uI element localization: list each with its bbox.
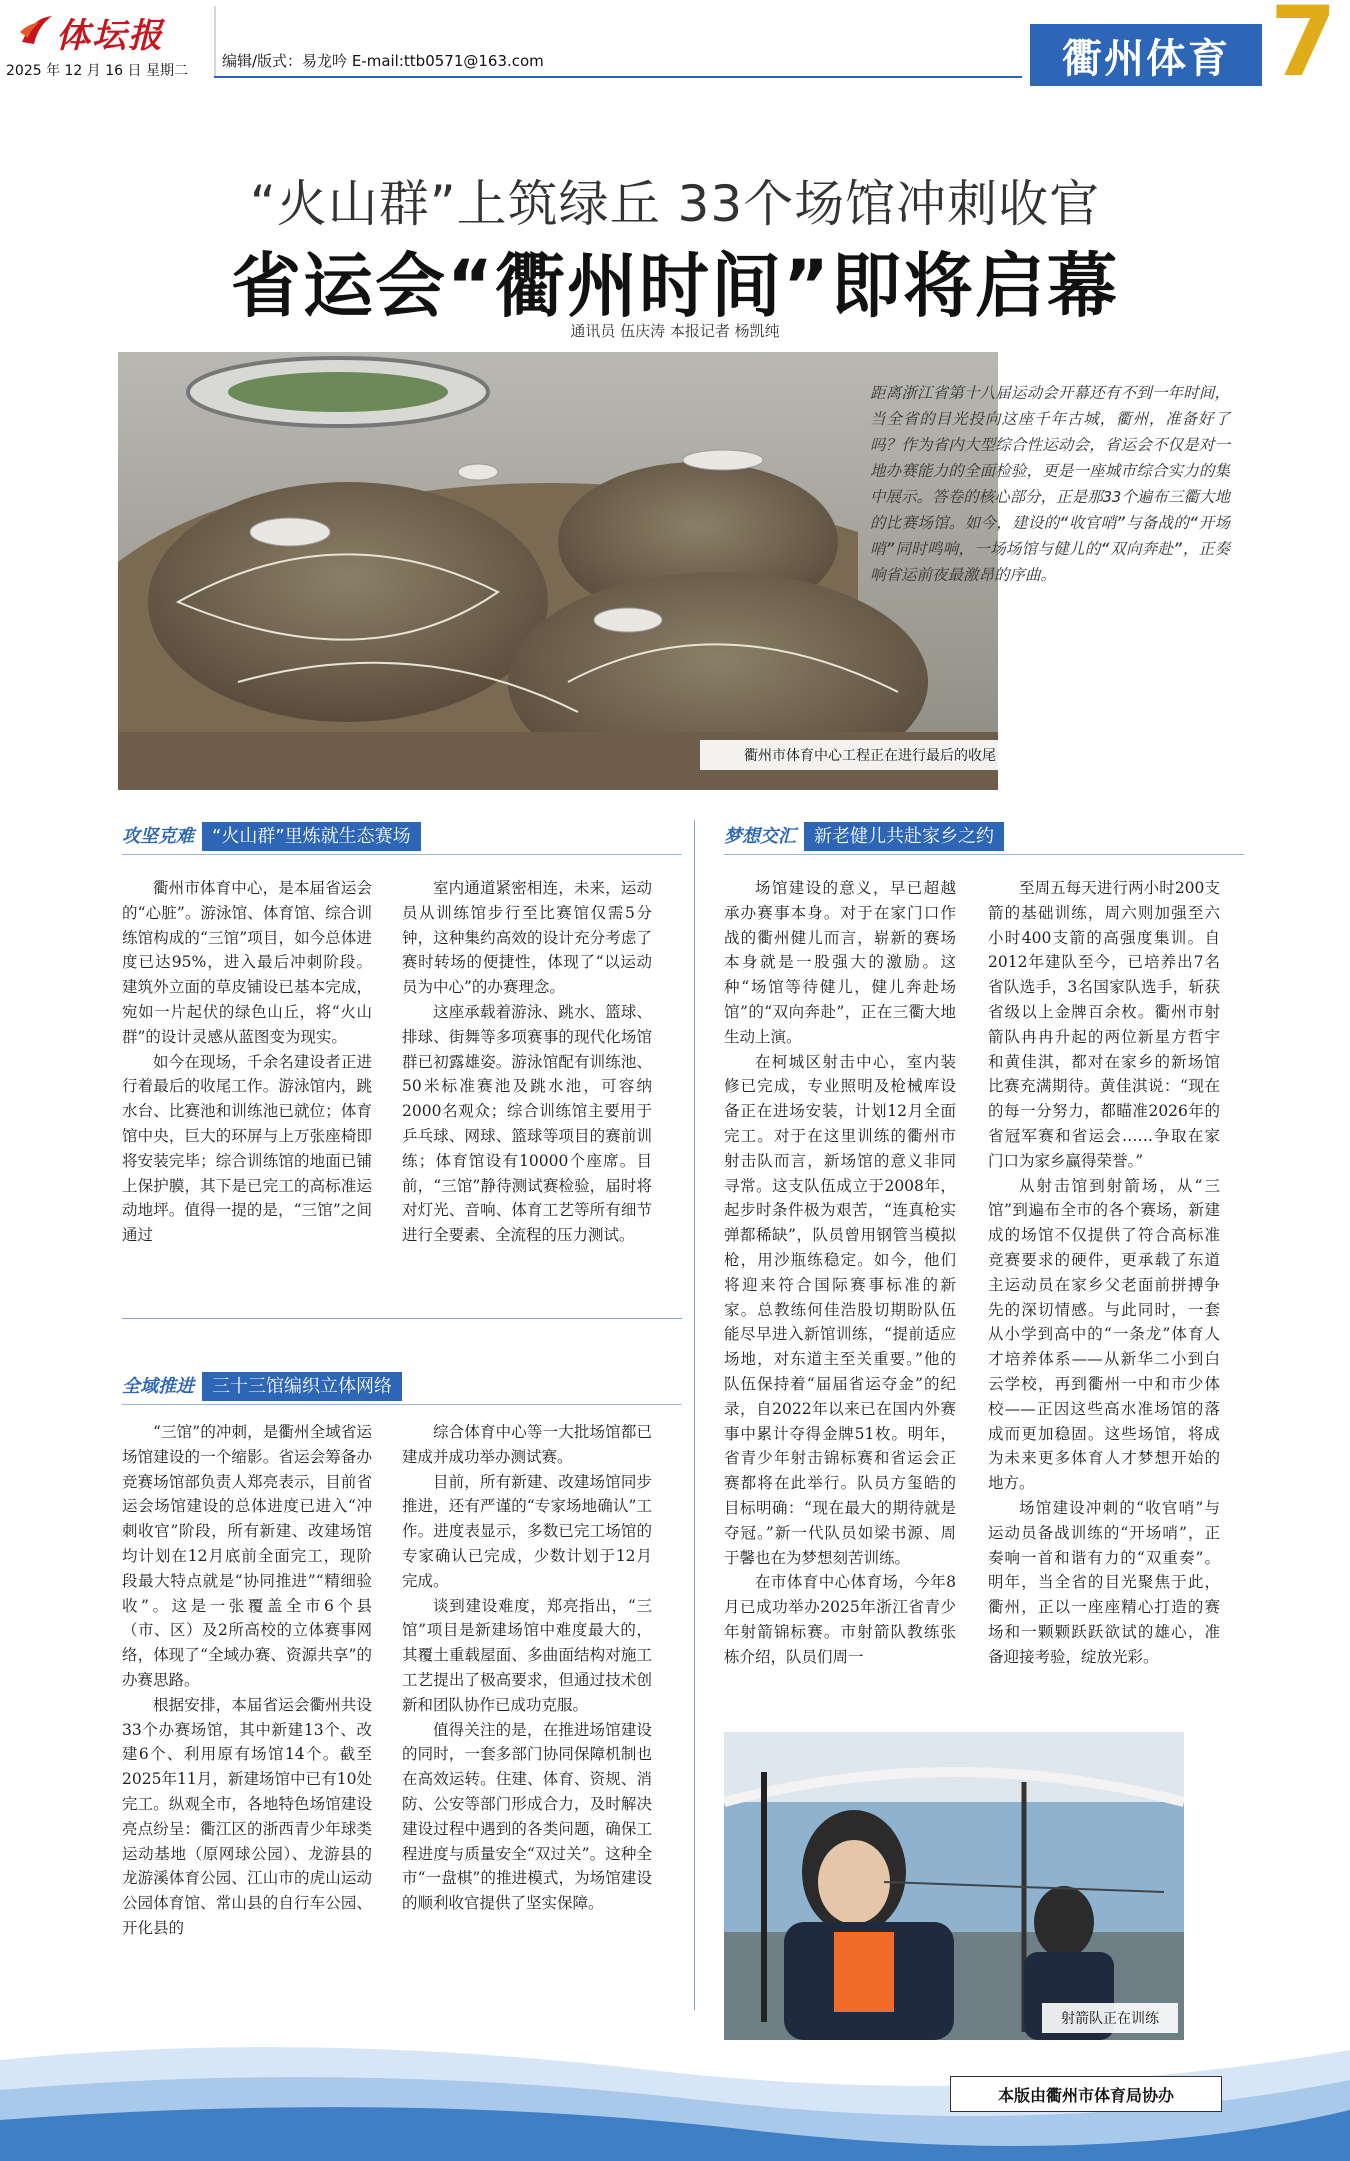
paragraph: 根据安排，本届省运会衢州共设33个办赛场馆，其中新建13个、改建6个、利用原有场馆14个。截至2025年11月，新建场馆中已有10处完工。纵观全市，各地特色场馆建设亮点纷呈：衢江区的浙西青少年球类运动基地（原网球公园）、龙游县的龙游溪体育公园、江山市的虎山运动公园体育馆、常山县的自行车公园、开化县的 bbox=[122, 1695, 372, 1937]
hero-photo bbox=[118, 352, 998, 790]
section-divider bbox=[122, 1318, 682, 1319]
paragraph: 从射击馆到射箭场，从“三馆”到遍布全市的各个赛场，新建成的场馆不仅提供了符合高标准竞赛要求的硬件，更承载了东道主运动员在家乡父老面前拼搏争先的深切情感。与此同时，一套从小学到高中的“一条龙”体育人才培养体系——从新华二小到白云学校，再到衢州一中和市少体校——正因这些高水准场馆的落成而更加稳固。这些场馆，将成为未来更多体育人才梦想开始的地方。 bbox=[988, 1176, 1220, 1493]
article-byline: 通讯员 伍庆涛 本报记者 杨凯纯 bbox=[570, 322, 780, 340]
paragraph: 这座承载着游泳、跳水、篮球、排球、街舞等多项赛事的现代化场馆群已初露雄姿。游泳馆配有训练池、50米标准赛池及跳水池，可容纳2000名观众；综合训练馆主要用于乒乓球、网球、篮球等项目的赛前训练；体育馆设有10000个座席。目前，“三馆”静待测试赛检验，届时将对灯光、音响、体育工艺等所有细节进行全要素、全流程的压力测试。 bbox=[402, 1002, 652, 1245]
archery-caption: 射箭队正在训练 bbox=[1042, 2003, 1178, 2033]
section-rule bbox=[122, 1404, 682, 1405]
logo-mark-icon bbox=[18, 12, 54, 48]
paragraph: “三馆”的冲刺，是衢州全域省运场馆建设的一个缩影。省运会筹备办竞赛场馆部负责人郑亮表示，目前省运会场馆建设的总体进度已进入“冲刺收官”阶段，所有新建、改建场馆均计划在12月底前全面完工，现阶段最大特点就是“协同推进”“精细验收”。这是一张覆盖全市6个县（市、区）及2所高校的立体赛事网络，体现了“全域办赛、资源共享”的办赛思路。 bbox=[122, 1423, 372, 1689]
masthead-logo bbox=[8, 6, 218, 56]
paragraph: 值得关注的是，在推进场馆建设的同时，一套多部门协同保障机制也在高效运转。住建、体育、资规、消防、公安等部门形成合力，及时解决建设过程中遇到的各类问题，确保工程进度与质量安全“双过关”。这种全市“一盘棋”的推进模式，为场馆建设的顺利收官提供了坚实保障。 bbox=[402, 1720, 652, 1913]
section-3-column-1 bbox=[724, 876, 956, 1670]
column-divider bbox=[694, 820, 695, 2010]
editor-credits: 编辑/版式：易龙吟 E-mail:ttb0571@163.com bbox=[222, 52, 544, 70]
section-1-column-1 bbox=[122, 876, 372, 1248]
archery-photo bbox=[724, 1732, 1184, 2040]
header-divider bbox=[214, 6, 216, 76]
article-kicker: “火山群”上筑绿丘 33个场馆冲刺收官 bbox=[249, 175, 1101, 233]
article-headline: 省运会“衢州时间”即将启幕 bbox=[230, 245, 1119, 327]
logo-text: 体坛报 bbox=[56, 16, 164, 56]
section-rule bbox=[122, 854, 682, 855]
paragraph: 至周五每天进行两小时200支箭的基础训练，周六则加强至六小时400支箭的高强度集训。自2012年建队至今，已培养出7名省队选手，3名国家队选手，斩获省级以上金牌百余枚。衢州市射箭队冉冉升起的两位新星方哲宇和黄佳淇，都对在家乡的新场馆比赛充满期待。黄佳淇说：“现在的每一分努力，都瞄准2026年的省冠军赛和省运会……争取在家门口为家乡赢得荣誉。” bbox=[988, 879, 1220, 1170]
section-1-column-2 bbox=[402, 876, 652, 1248]
section-header-1 bbox=[122, 822, 421, 848]
section-2-column-1 bbox=[122, 1420, 372, 1941]
section-tag: 全域推进 bbox=[122, 1376, 194, 1397]
paragraph: 在市体育中心体育场，今年8月已成功举办2025年浙江省青少年射箭锦标赛。市射箭队教练张栋介绍，队员们周一 bbox=[724, 1573, 956, 1666]
section-title: “火山群”里炼就生态赛场 bbox=[202, 822, 421, 851]
section-title: 三十三馆编织立体网络 bbox=[202, 1372, 402, 1401]
paragraph: 综合体育中心等一大批场馆都已建成并成功举办测试赛。 bbox=[402, 1423, 652, 1466]
section-header-2 bbox=[122, 1372, 402, 1398]
paragraph: 目前，所有新建、改建场馆同步推进，还有严谨的“专家场地确认”工作。进度表显示，多数已完工场馆的专家确认已完成，少数计划于12月完成。 bbox=[402, 1472, 652, 1590]
page-number: 7 bbox=[1270, 0, 1337, 98]
section-header-3 bbox=[724, 822, 1004, 848]
section-tag: 攻坚克难 bbox=[122, 826, 194, 847]
section-3-column-2 bbox=[988, 876, 1220, 1670]
section-tag: 梦想交汇 bbox=[724, 826, 796, 847]
paragraph: 室内通道紧密相连，未来，运动员从训练馆步行至比赛馆仅需5分钟，这种集约高效的设计充分考虑了赛时转场的便捷性，体现了“以运动员为中心”的办赛理念。 bbox=[402, 879, 652, 997]
paragraph: 场馆建设冲刺的“收官哨”与运动员备战训练的“开场哨”，正奏响一首和谐有力的“双重奏”。明年，当全省的目光聚焦于此，衢州，正以一座座精心打造的赛场和一颗颗跃跃欲试的雄心，准备迎接考验，绽放光彩。 bbox=[988, 1498, 1220, 1666]
paragraph: 谈到建设难度，郑亮指出，“三馆”项目是新建场馆中难度最大的，其覆土重载屋面、多曲面结构对施工工艺提出了极高要求，但通过技术创新和团队协作已成功克服。 bbox=[402, 1596, 652, 1714]
section-rule bbox=[724, 854, 1244, 855]
paragraph: 如今在现场，千余名建设者正进行着最后的收尾工作。游泳馆内，跳水台、比赛池和训练池已就位；体育馆中央，巨大的环屏与上万张座椅即将安装完毕；综合训练馆的地面已铺上保护膜，其下是已完工的高标准运动地坪。值得一提的是，“三馆”之间通过 bbox=[122, 1052, 372, 1245]
paragraph: 在柯城区射击中心，室内装修已完成，专业照明及枪械库设备正在进场安装，计划12月全面完工。对于在这里训练的衢州市射击队而言，新场馆的意义非同寻常。这支队伍成立于2008年，起步时条件极为艰苦，“连真枪实弹都稀缺”，队员曾用钢管当模拟枪，用沙瓶练稳定。如今，他们将迎来符合国际赛事标准的新家。总教练何佳浩股切期盼队伍能尽早进入新馆训练，“提前适应场地，对东道主至关重要。”他的队伍保持着“届届省运夺金”的纪录，自2022年以来已在国内外赛事中累计夺得金牌51枚。明年，省青少年射击锦标赛和省运会正赛都将在此举行。队员方玺皓的目标明确：“现在最大的期待就是夺冠。”新一代队员如梁书源、周于馨也在为梦想刻苦训练。 bbox=[724, 1052, 956, 1567]
article-intro: 距离浙江省第十八届运动会开幕还有不到一年时间，当全省的目光投向这座千年古城，衢州，准备好了吗？作为省内大型综合性运动会，省运会不仅是对一地办赛能力的全面检验，更是一座城市综合实力的集中展示。答卷的核心部分，正是那33个遍布三衢大地的比赛场馆。如今，建设的“收官哨”与备战的“开场哨”同时鸣响，一场场馆与健儿的“双向奔赴”，正奏响省运前夜最激昂的序曲。 bbox=[870, 384, 1230, 584]
footer-sponsor: 本版由衢州市体育局协办 bbox=[950, 2076, 1222, 2112]
section-2-column-2 bbox=[402, 1420, 652, 1916]
paragraph: 衢州市体育中心，是本届省运会的“心脏”。游泳馆、体育馆、综合训练馆构成的“三馆”项目，如今总体进度已达95%，进入最后冲刺阶段。建筑外立面的草皮铺设已基本完成，宛如一片起伏的绿色山丘，将“火山群”的设计灵感从蓝图变为现实。 bbox=[122, 879, 372, 1046]
section-title: 新老健儿共赴家乡之约 bbox=[804, 822, 1004, 851]
paragraph: 场馆建设的意义，早已超越承办赛事本身。对于在家门口作战的衢州健儿而言，崭新的赛场本身就是一股强大的激励。这种“场馆等待健儿，健儿奔赴场馆”的“双向奔赴”，正在三衢大地生动上演。 bbox=[724, 879, 956, 1046]
section-name: 衢州体育 bbox=[1030, 24, 1262, 86]
hero-caption: 衢州市体育中心工程正在进行最后的收尾 bbox=[700, 740, 1040, 770]
issue-date: 2025 年 12 月 16 日 星期二 bbox=[6, 63, 188, 79]
header-rule bbox=[214, 76, 1022, 78]
